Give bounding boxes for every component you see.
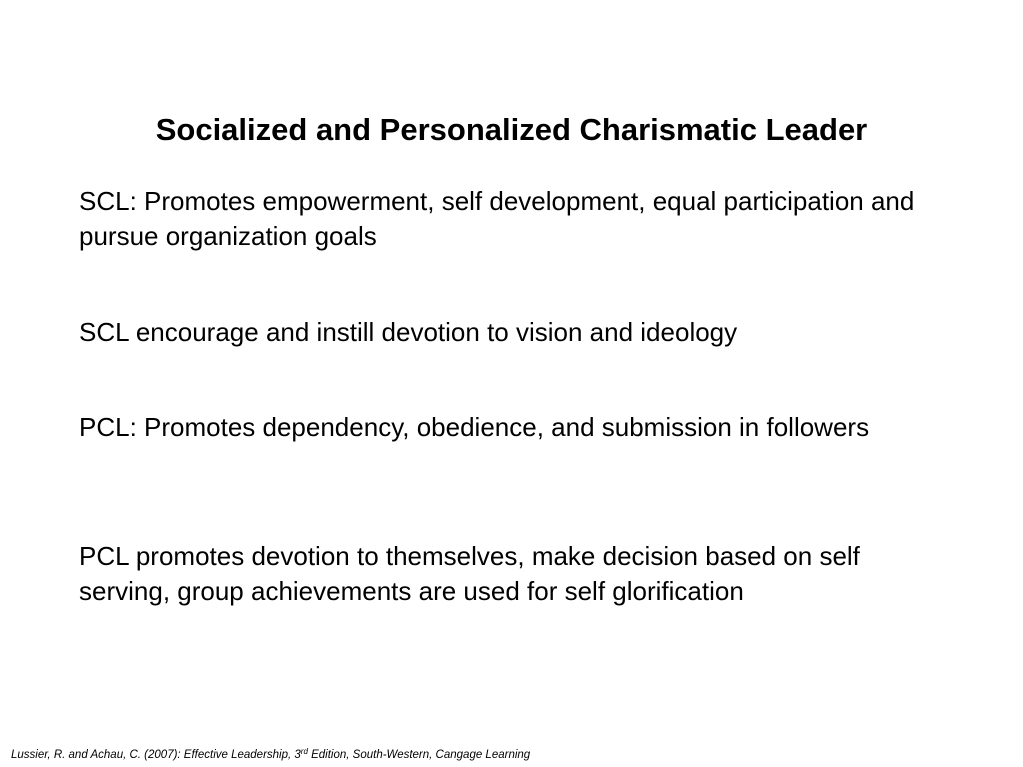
citation-text-end: Edition, South-Western, Cangage Learning (307, 749, 531, 761)
source-citation (11, 748, 530, 762)
citation-text: Lussier, R. and Achau, C. (2007): Effective Leadership, 3 (11, 749, 301, 761)
citation-superscript: rd (300, 747, 308, 756)
bullet-item: SCL encourage and instill devotion to vision and ideology (79, 317, 738, 347)
bullet-item: PCL promotes devotion to themselves, make decision based on self serving, group achievements are used for self glorification (79, 541, 860, 606)
bullet-item: SCL: Promotes empowerment, self development, equal participation and pursue organization goals (79, 186, 915, 251)
slide-title: Socialized and Personalized Charismatic Leader (155, 112, 868, 147)
bullet-item: PCL: Promotes dependency, obedience, and submission in followers (79, 412, 870, 442)
